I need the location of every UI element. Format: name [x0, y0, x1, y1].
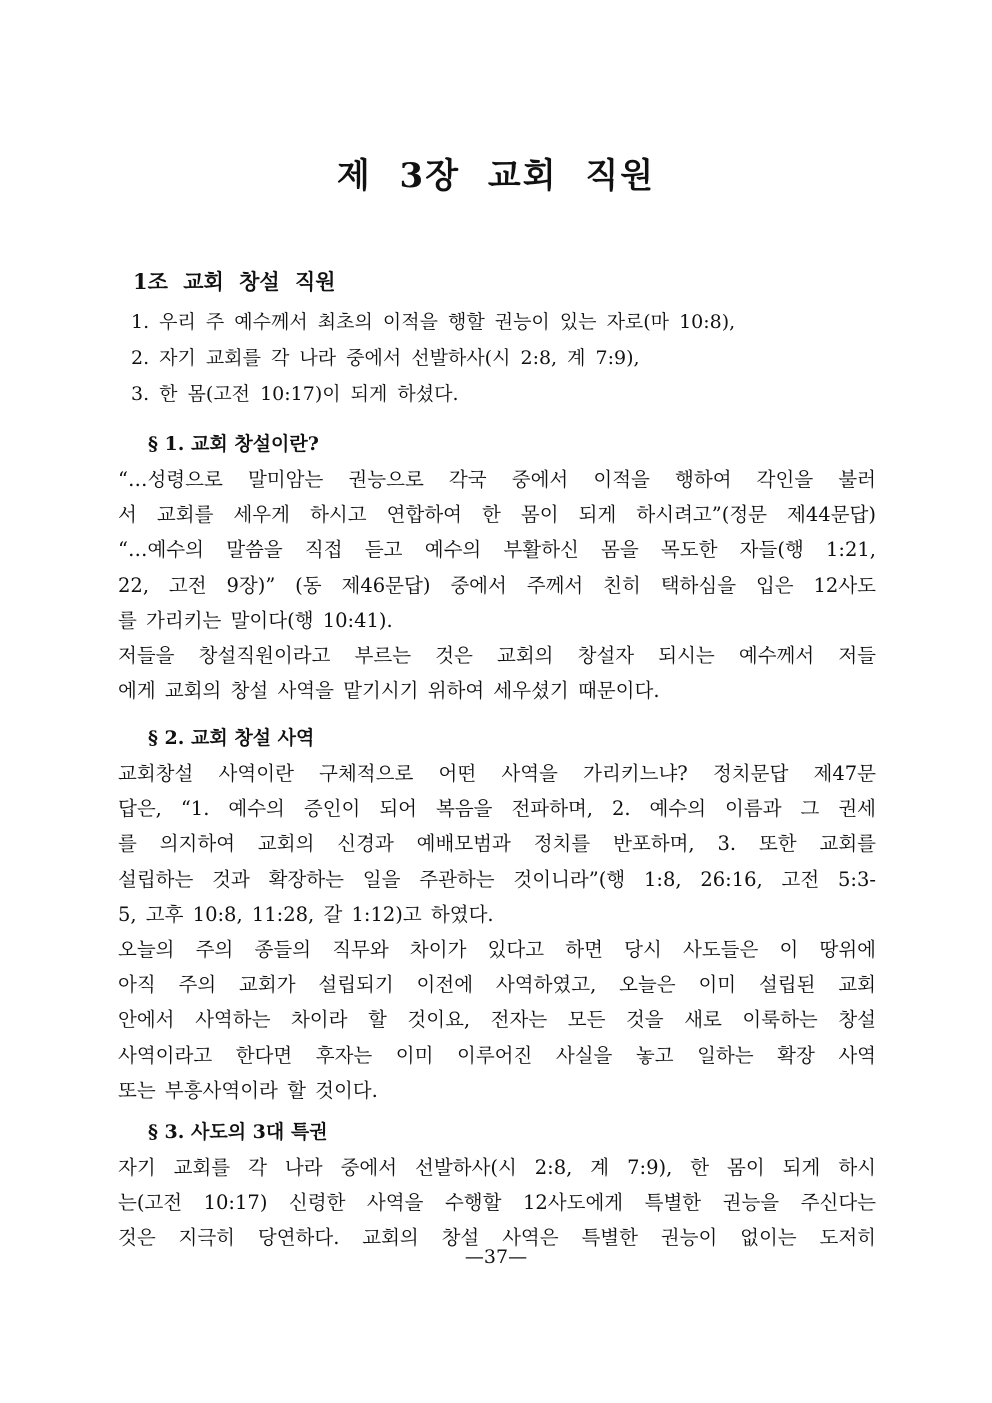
section-title: § 1. 교회 창설이란?	[148, 433, 319, 455]
article-item: 2. 자기 교회를 각 나라 중에서 선발하사(시 2:8, 계 7:9),	[131, 347, 640, 369]
text-line: 것은 지극히 당연하다. 교회의 창설 사역은 특별한 권능이 없이는 도저히	[118, 1226, 876, 1250]
article-title: 1조 교회 창설 직원	[133, 269, 336, 294]
section-2	[118, 720, 876, 1108]
article-item-list	[131, 304, 735, 412]
text-line: 22, 고전 9장)” (동 제46문답) 중에서 주께서 친히 택하심을 입은 12사도	[118, 573, 876, 597]
text-line: 자기 교회를 각 나라 중에서 선발하사(시 2:8, 계 7:9), 한 몸이 되게 하시	[118, 1156, 876, 1179]
section-title: § 3. 사도의 3대 특권	[148, 1121, 328, 1143]
text-line: 서 교회를 세우게 하시고 연합하여 한 몸이 되게 하시려고”(정문 제44문답)	[118, 503, 876, 527]
text-line: 는(고전 10:17) 신령한 사역을 수행할 12사도에게 특별한 권능을 주신다는	[118, 1191, 876, 1215]
section-body	[118, 756, 876, 1108]
text-line: 저들을 창설직원이라고 부르는 것은 교회의 창설자 되시는 예수께서 저들	[118, 643, 876, 667]
text-line: 5, 고후 10:8, 11:28, 갈 1:12)고 하였다.	[118, 902, 494, 926]
text-line: 를 가리키는 말이다(행 10:41).	[118, 608, 393, 632]
article-item: 3. 한 몸(고전 10:17)이 되게 하셨다.	[131, 383, 459, 405]
section-body	[118, 1150, 876, 1256]
article-item: 1. 우리 주 예수께서 최초의 이적을 행할 권능이 있는 자로(마 10:8),	[131, 311, 736, 333]
text-line: 답은, “1. 예수의 증인이 되어 복음을 전파하며, 2. 예수의 이름과 그 권세	[118, 797, 876, 821]
text-line: 설립하는 것과 확장하는 일을 주관하는 것이니라”(행 1:8, 26:16, 고전 5:3-	[118, 867, 876, 891]
text-line: 안에서 사역하는 차이라 할 것이요, 전자는 모든 것을 새로 이룩하는 창설	[118, 1008, 876, 1032]
text-line: 아직 주의 교회가 설립되기 이전에 사역하였고, 오늘은 이미 설립된 교회	[118, 973, 876, 997]
text-line: 에게 교회의 창설 사역을 맡기시기 위하여 세우셨기 때문이다.	[118, 679, 660, 703]
section-body	[118, 462, 876, 708]
page-number: —37—	[464, 1246, 528, 1268]
section-1	[118, 426, 876, 708]
text-line: 를 의지하여 교회의 신경과 예배모범과 정치를 반포하며, 3. 또한 교회를	[118, 832, 876, 856]
text-line: 또는 부흥사역이라 할 것이다.	[118, 1078, 378, 1102]
text-line: “…예수의 말씀을 직접 듣고 예수의 부활하신 몸을 목도한 자들(행 1:21,	[118, 538, 876, 562]
text-line: 교회창설 사역이란 구체적으로 어떤 사역을 가리키느냐? 정치문답 제47문	[118, 762, 876, 785]
section-3	[118, 1114, 876, 1256]
text-line: 오늘의 주의 종들의 직무와 차이가 있다고 하면 당시 사도들은 이 땅위에	[118, 937, 876, 961]
section-title: § 2. 교회 창설 사역	[148, 727, 315, 749]
text-line: 사역이라고 한다면 후자는 이미 이루어진 사실을 놓고 일하는 확장 사역	[118, 1043, 876, 1067]
text-line: “…성령으로 말미암는 권능으로 각국 중에서 이적을 행하여 각인을 불러	[118, 468, 876, 491]
chapter-title: 제 3장 교회 직원	[336, 156, 656, 196]
